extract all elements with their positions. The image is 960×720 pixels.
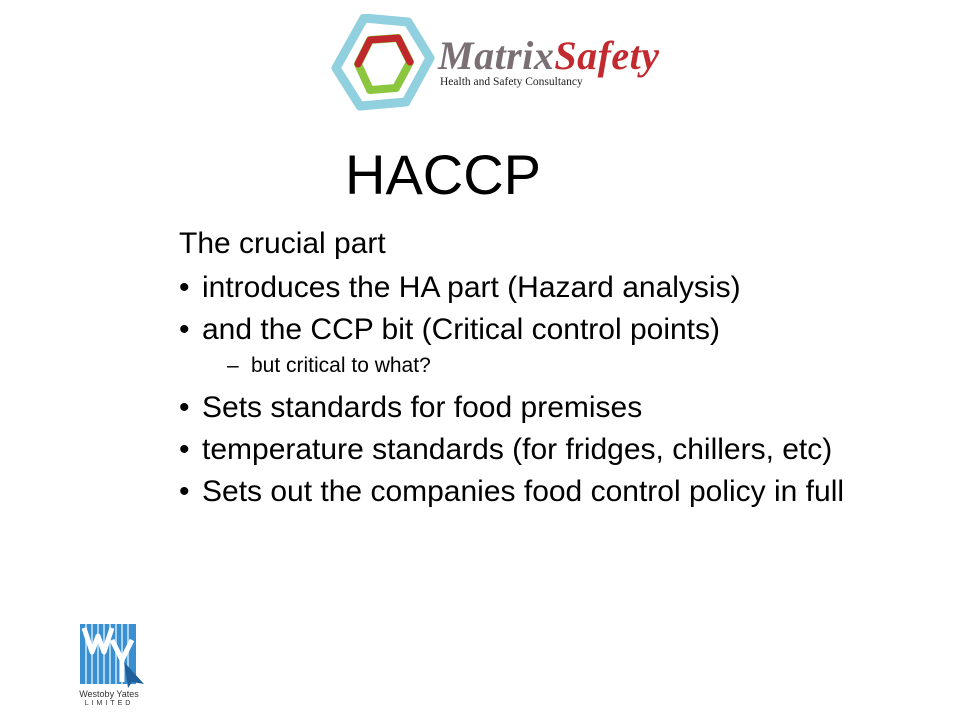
brand-name-part2: Safety: [554, 33, 660, 78]
bullet-item: • Sets standards for food premises: [179, 390, 939, 426]
company-sub: LIMITED: [84, 700, 134, 707]
brand-name-part1: Matrix: [438, 33, 555, 78]
westoby-yates-logo: [78, 622, 148, 714]
sub-bullet-dash: –: [227, 354, 239, 377]
sub-bullet-text: but critical to what?: [251, 354, 431, 377]
slide-content: [179, 226, 939, 516]
brand-tagline: Health and Safety Consultancy: [440, 76, 583, 88]
matrixsafety-logo: [326, 14, 666, 114]
bullet-item: • Sets out the companies food control policy in full: [179, 474, 939, 510]
company-name: Westoby Yates: [79, 689, 139, 699]
wy-logo-icon: [78, 622, 148, 688]
slide-title: HACCP: [345, 143, 542, 206]
sub-bullet-item: [179, 352, 939, 380]
bullet-item: • temperature standards (for fridges, chillers, etc): [179, 432, 939, 468]
bullet-item: • and the CCP bit (Critical control points): [179, 312, 939, 348]
bullet-item: • introduces the HA part (Hazard analysis): [179, 270, 939, 306]
brand-name: [438, 33, 660, 78]
hexagon-logo-icon: [326, 14, 438, 114]
intro-text: The crucial part: [179, 227, 386, 260]
